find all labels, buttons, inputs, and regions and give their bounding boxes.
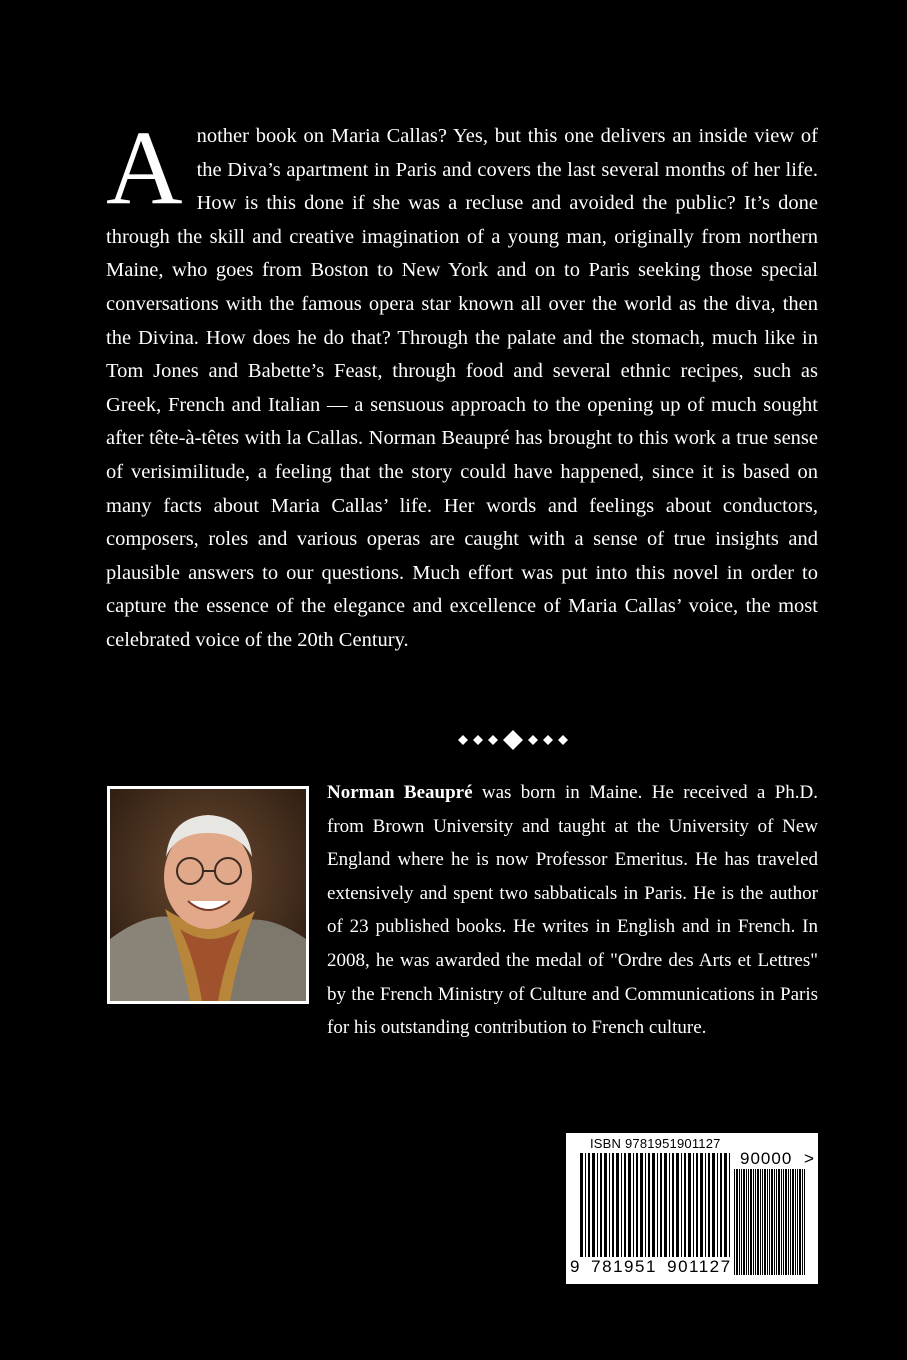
barcode-bar <box>776 1169 777 1275</box>
barcode-bar <box>688 1153 691 1257</box>
barcode-bar <box>624 1153 626 1257</box>
barcode-bar <box>788 1169 789 1275</box>
barcode-bar <box>612 1153 614 1257</box>
barcode-bar <box>743 1169 745 1275</box>
barcode-bar <box>755 1169 756 1275</box>
barcode-bar <box>652 1153 655 1257</box>
barcode-bar <box>762 1169 763 1275</box>
barcode-bar <box>705 1153 706 1257</box>
barcode-bar <box>712 1153 715 1257</box>
drop-cap: A <box>106 109 183 226</box>
barcode-bar <box>600 1153 602 1257</box>
barcode-bar <box>708 1153 710 1257</box>
barcode-bar <box>771 1169 773 1275</box>
barcode-bar <box>588 1153 590 1257</box>
barcode-bar <box>597 1153 598 1257</box>
addon-barcode-bars <box>734 1169 806 1275</box>
barcode-bar <box>736 1169 738 1275</box>
barcode-bar <box>790 1169 791 1275</box>
barcode-bar <box>804 1169 805 1275</box>
small-diamond-icon <box>473 735 483 745</box>
barcode-bar <box>734 1169 735 1275</box>
isbn-label: ISBN 9781951901127 <box>590 1136 721 1151</box>
barcode-bar <box>769 1169 770 1275</box>
barcode-bar <box>693 1153 694 1257</box>
barcode-bar <box>799 1169 801 1275</box>
barcode-bar <box>781 1169 782 1275</box>
small-diamond-icon <box>458 735 468 745</box>
barcode-bar <box>720 1153 722 1257</box>
barcode-bar <box>604 1153 607 1257</box>
barcode-bar <box>616 1153 619 1257</box>
barcode-bar <box>657 1153 658 1257</box>
barcode-bar <box>783 1169 784 1275</box>
barcode-bar <box>774 1169 775 1275</box>
barcode-bar <box>792 1169 794 1275</box>
price-arrow: > <box>804 1149 814 1168</box>
small-diamond-icon <box>528 735 538 745</box>
price-code: 90000 <box>740 1149 793 1168</box>
back-cover-blurb <box>106 109 818 658</box>
barcode-bar <box>681 1153 682 1257</box>
ornament-divider <box>458 726 568 754</box>
barcode-bar <box>669 1153 670 1257</box>
author-name: Norman Beaupré <box>327 782 473 803</box>
barcode-bar <box>746 1169 747 1275</box>
small-diamond-icon <box>543 735 553 745</box>
barcode-bar <box>648 1153 650 1257</box>
barcode-bar <box>633 1153 634 1257</box>
barcode-bar <box>580 1153 583 1257</box>
barcode-bars <box>580 1153 730 1257</box>
barcode-bar <box>684 1153 686 1257</box>
barcode-bar <box>672 1153 674 1257</box>
barcode-bar <box>760 1169 761 1275</box>
bio-text: was born in Maine. He received a Ph.D. from Brown University and taught at the University of New England where he is now Professor Emeritus. He has traveled extensively and spent two sabbaticals in Paris. He is the author of 23 published books. He writes in English and in French. In 2008, he was awarded the medal of "Ordre des Arts et Lettres" by the French Ministry of Culture and Communications in Paris for his outstanding contribution to French culture. <box>327 782 818 1039</box>
barcode-bar <box>795 1169 796 1275</box>
barcode-bar <box>609 1153 610 1257</box>
isbn-barcode <box>566 1133 818 1284</box>
barcode-bar <box>767 1169 768 1275</box>
barcode-bar <box>676 1153 679 1257</box>
barcode-bar <box>724 1153 727 1257</box>
barcode-bar <box>797 1169 798 1275</box>
large-diamond-icon <box>503 730 523 750</box>
barcode-bar <box>660 1153 662 1257</box>
barcode-bar <box>753 1169 754 1275</box>
barcode-bar <box>592 1153 595 1257</box>
barcode-bar <box>696 1153 698 1257</box>
barcode-bar <box>717 1153 718 1257</box>
blurb-text: nother book on Maria Callas? Yes, but this one delivers an inside view of the Diva’s apartment in Paris and covers the last several months of her life. How is this done if she was a recluse and avoided the public? It’s done through the skill and creative imagination of a young man, originally from northern Maine, who goes from Boston to New York and on to Paris seeking those special conversations with the famous opera star known all over the world as the diva, then the Divina. How does he do that? Through the palate and the stomach, much like in Tom Jones and Babette’s Feast, through food and several ethnic recipes, such as Greek, French and Italian — a sensuous approach to the opening up of much sought after tête-à-têtes with la Callas. Norman Beaupré has brought to this work a true sense of verisimilitude, a feeling that the story could have happened, since it is based on many facts about Maria Callas’ life. Her words and feelings about conductors, composers, roles and various operas are caught with a sense of true insights and plausible answers to our questions. Much effort was put into this novel in order to capture the essence of the elegance and excellence of Maria Callas’ voice, the most celebrated voice of the 20th Century. <box>106 125 818 651</box>
barcode-bar <box>739 1169 740 1275</box>
barcode-bar <box>729 1153 730 1257</box>
barcode-bar <box>700 1153 703 1257</box>
small-diamond-icon <box>558 735 568 745</box>
barcode-bar <box>585 1153 586 1257</box>
barcode-bar <box>621 1153 622 1257</box>
barcode-bar <box>645 1153 646 1257</box>
barcode-bar <box>764 1169 766 1275</box>
barcode-bar <box>640 1153 643 1257</box>
barcode-bar <box>741 1169 742 1275</box>
author-bio <box>106 776 818 1045</box>
barcode-bar <box>757 1169 759 1275</box>
isbn-digits: 9 781951 901127 <box>570 1257 732 1276</box>
barcode-bar <box>664 1153 667 1257</box>
barcode-bar <box>628 1153 631 1257</box>
small-diamond-icon <box>488 735 498 745</box>
barcode-bar <box>785 1169 787 1275</box>
barcode-bar <box>778 1169 780 1275</box>
barcode-bar <box>802 1169 803 1275</box>
barcode-bar <box>750 1169 752 1275</box>
barcode-bar <box>636 1153 638 1257</box>
barcode-bar <box>748 1169 749 1275</box>
